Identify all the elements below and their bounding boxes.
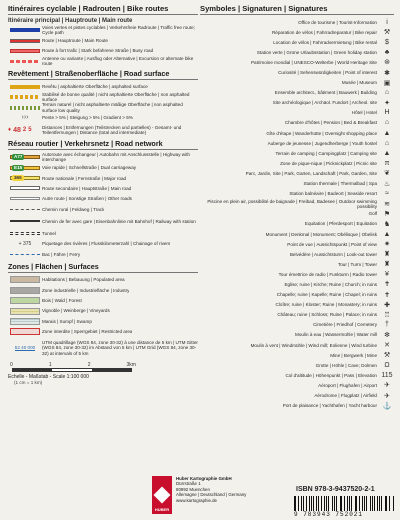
symbol-icon: ✝	[384, 281, 390, 289]
symbol-row	[200, 108, 394, 118]
symbol-icon: ▲	[383, 129, 391, 137]
symbol-icon: ¥	[385, 270, 389, 278]
legend-label: Voies vertes et pistes cyclables | Verkehrsfreie Radroute | Traffic free route; Cycle path	[42, 25, 195, 36]
scale-note: (1 cm = 1 km)	[14, 379, 43, 385]
symbol-icon: ✷	[384, 241, 390, 249]
legend-label: Stabilisé de bonne qualité | nicht asphaltierte Oberfläche | non asphalted surface	[42, 91, 190, 103]
legend-label: Zone industrielle | Industriefläche | Industry	[42, 287, 130, 293]
symbol-label: Site archéologique | Archäol. Fundort | Archeol. site	[272, 100, 377, 106]
symbol-row	[200, 128, 394, 138]
legend-label: Autre route | Sonstige Straßen | Other roads	[42, 196, 132, 202]
legend-label: Autoroute avec échangeur | Autobahn mit Anschlussstelle | Highway with interchange	[42, 152, 190, 163]
symbol-row	[200, 239, 394, 249]
symbol-icon: ♨	[383, 180, 391, 188]
symbol-label: Ensemble architect., bâtiment | Bauwerk | Building	[274, 90, 377, 96]
symbol-label: Port de plaisance | Yachthafen | Yacht harbour	[282, 403, 377, 409]
symbol-icon: ✝	[384, 291, 390, 299]
symbol-icon: ❦	[384, 170, 390, 178]
symbols-title: Symboles | Signaturen | Signatures	[200, 4, 328, 13]
legend-row	[8, 56, 198, 66]
symbol-label: Point de vue | Aussichtspunkt | Point of view	[287, 241, 377, 247]
symbol-label: Parc, Jardin, Site | Park, Garten, Landschaft | Park, Garden, Site	[245, 170, 377, 176]
right-column	[200, 4, 394, 516]
symbol-row	[200, 199, 394, 209]
national-road-badge: 365	[14, 175, 22, 181]
symbol-row	[200, 229, 394, 239]
zone-row	[8, 306, 198, 316]
main-route-title: Itinéraire principal | Hauptroute | Main route	[8, 18, 133, 24]
legend-label: Chemin rural | Feldweg | Track	[42, 206, 105, 212]
road-network-title: Réseau routier | Verkehrsnetz | Road network	[8, 139, 163, 149]
publisher-block	[176, 476, 286, 503]
symbol-icon: ♜	[383, 261, 391, 269]
symbol-label: Station verte | Grüne Urlaubsstation | Green holiday station	[256, 49, 377, 55]
symbol-label: Aéroport | Flughafen | Airport	[318, 382, 377, 388]
symbol-icon: ⚒	[383, 29, 391, 37]
symbol-row	[200, 47, 394, 57]
legend-row	[8, 35, 198, 45]
isbn: ISBN 978-3-9437520-2-1	[296, 486, 375, 493]
bike-routes-title: Itinéraires cyclable | Radrouten | Bike routes	[8, 4, 169, 13]
publisher-country: Allemagne | Deutschland | Germany	[176, 492, 247, 498]
symbol-icon: ⚓	[382, 402, 392, 410]
scale-tick-label: 1	[48, 361, 52, 368]
highway-badge: A77	[14, 154, 23, 160]
symbol-row	[200, 138, 394, 148]
symbol-row	[200, 88, 394, 98]
legend-row	[8, 214, 198, 228]
legend-row	[8, 123, 198, 137]
zone-swatch	[10, 287, 40, 294]
symbol-label: Col d'altitude | Höhenpunkt | Pass | Elevation	[285, 372, 377, 378]
expressway-badge: E15	[14, 164, 23, 170]
symbol-row	[200, 300, 394, 310]
symbol-label: Moulin à vent | Windmühle | Wind mill; Eolienne | Wind turbine	[250, 342, 377, 348]
symbol-row	[200, 27, 394, 37]
legend-label: Distances | Entfernungen (Teilstrecken und partielles) - Gesamt- und Teilentfernungen | Distance (total and intermediate)	[42, 124, 182, 136]
symbol-label: Belvédère | Aussichtsturm | Look-out tower	[289, 251, 377, 257]
symbol-label: Auberge de jeunesse | Jugendherberge | Youth hostel	[267, 140, 377, 146]
symbol-icon: ▲	[383, 230, 391, 238]
symbol-row	[200, 37, 394, 47]
symbol-row	[200, 179, 394, 189]
symbol-label: Gîte d'étape | Wanderhütte | Overnight shopping place	[266, 130, 377, 136]
symbol-icon: ⚑	[383, 210, 391, 218]
legend-row	[8, 249, 198, 259]
legend-label: Voie rapide | Schnellstraße | Dual carriageway	[42, 165, 137, 171]
scale-tick-label: 3km	[126, 361, 136, 368]
legend-label: Terrain naturel | nicht asphaltierte mäßige Oberfläche | non asphalted surface low quality	[42, 102, 183, 113]
symbol-row	[200, 259, 394, 269]
symbol-row	[200, 380, 394, 390]
symbol-row	[200, 189, 394, 199]
utm-row	[8, 337, 198, 359]
symbol-icon: ✈	[384, 382, 390, 390]
legend-label: Marais | Sumpf | Swamp	[42, 318, 92, 324]
symbol-icon: ✱	[384, 69, 390, 77]
symbol-label: Cimetière | Friedhof | Cemetery	[313, 322, 377, 328]
zone-row	[8, 327, 198, 337]
legend-row	[8, 25, 198, 35]
symbol-label: Office de tourisme | Tourist-Information	[298, 19, 377, 25]
symbol-icon: ⊛	[384, 59, 390, 67]
symbol-row	[200, 158, 394, 168]
symbol-label: Station balnéaire | Badeort | Seaside resort	[289, 191, 377, 197]
legend-label: Zone interdite | Sperrgebiet | Restricted area	[42, 329, 133, 335]
legend-label: Chemin de fer avec gare | Eisenbahnlinie mit Bahnhof | Railway with station	[42, 218, 196, 224]
legend-label: Route nationale | Fernstraße | Major road	[42, 175, 127, 181]
symbol-icon: Ω	[384, 361, 390, 369]
barcode-number: 9 783943 752021	[294, 511, 394, 518]
logo-mark-icon	[154, 487, 171, 504]
legend-row	[8, 163, 198, 173]
legend-row	[8, 204, 198, 214]
symbol-label: Hôtel | Hotel	[351, 110, 377, 116]
symbol-row	[200, 340, 394, 350]
legend-label: Antenne ou variante | Ausflug oder Alternative | Excursion or alternate bike route	[42, 56, 194, 67]
symbol-icon: ✻	[384, 331, 390, 339]
symbol-icon: $	[385, 38, 389, 46]
symbol-icon: †	[385, 321, 389, 329]
road-surface-title: Revêtement | Straßenoberfläche | Road surface	[8, 68, 170, 78]
symbol-row	[200, 249, 394, 259]
symbol-icon: π	[384, 159, 390, 167]
symbol-icon: ⌂	[384, 139, 390, 147]
symbol-icon: ✈	[384, 392, 390, 400]
publisher-name: Huber Kartographie GmbH	[176, 476, 232, 481]
scale-tick-label: 2	[87, 361, 91, 368]
legend-label: Route à fort trafic | Stark befahrene Straße | Busy road	[42, 48, 154, 54]
symbol-label: Golf	[368, 211, 377, 217]
symbol-label: Piscine en plein air, possibilité de baignade | Freibad, Badesee | Outdoor swimming possibility	[207, 198, 377, 209]
symbol-label: Equitation | Pferdesport | Equitation	[304, 221, 377, 227]
symbol-label: Musée | Museum	[341, 80, 377, 86]
symbol-icon: ✚	[384, 301, 390, 309]
symbol-label: Zone de pique-nique | Picknickplatz | Picnic site	[280, 160, 377, 166]
symbol-row	[200, 401, 394, 411]
symbol-label: Eglise; ruine | Kirche; Ruine | Church; in ruins	[284, 281, 377, 287]
zone-row	[8, 295, 198, 305]
legend-label: Revêtu | asphaltierte Oberfläche | asphalted surface	[42, 84, 148, 90]
zone-swatch	[10, 308, 40, 315]
symbol-row	[200, 118, 394, 128]
symbol-icon: ♞	[383, 220, 391, 228]
symbol-row	[200, 269, 394, 279]
legend-label: Piquetage des rivières | Flusskilometerzahl | Chainage of rivers	[42, 241, 171, 247]
scale-tick-label: 0	[10, 361, 13, 368]
symbol-icon: ⌂	[384, 119, 390, 127]
scale-text: Echelle - Maßstab - Scale 1:100 000	[8, 373, 89, 380]
legend-row	[8, 152, 198, 162]
symbol-label: Réparation de vélos | Fahrradreparatur | Bike repair	[271, 29, 377, 35]
symbol-label: Grotte | Höhle | Cave; Dolmen	[315, 362, 377, 368]
legend-row	[8, 102, 198, 112]
symbol-row	[200, 370, 394, 380]
legend-label: Habitations | Bebauung | Populated area	[42, 277, 125, 283]
scale-block	[8, 362, 198, 385]
legend-label: Route | Hauptroute | Main Route	[42, 37, 108, 43]
utm-label: UTM quadrillage (WGS 84, zone 30-32) à une distance de 5 km | UTM Gitter (WGS 84, zone 30-32) im Abstand von 5 km | UTM Grid (WGS 84, zone 30-32) at intervals of 5 km	[42, 340, 198, 356]
zone-swatch	[10, 297, 40, 304]
publisher-street: Dürrstraße 1	[176, 481, 201, 487]
symbol-row	[200, 148, 394, 158]
legend-row	[8, 228, 198, 238]
symbol-label: Location de vélos | Fahrradvermietung | Bike rental	[273, 39, 377, 45]
zones-title: Zones | Flächen | Surfaces	[8, 261, 99, 271]
symbol-icon: 115	[381, 371, 393, 379]
left-column	[8, 4, 198, 516]
publisher-web[interactable]: www.kartographie.de	[176, 497, 218, 503]
symbol-row	[200, 330, 394, 340]
symbol-row	[200, 320, 394, 330]
symbol-row	[200, 57, 394, 67]
distance-intermediate: 2	[22, 127, 27, 134]
legend-row	[8, 46, 198, 56]
logo-text: HUBER	[154, 507, 170, 512]
symbol-row	[200, 290, 394, 300]
symbol-row	[200, 350, 394, 360]
symbol-icon: ♖	[383, 311, 391, 319]
legend-row	[8, 113, 198, 123]
symbol-label: Moulin à eau | Wassermühle | Water mill	[295, 332, 377, 338]
symbol-row	[200, 360, 394, 370]
symbol-label: Terrain de camping | Campingplatz | Camping site	[275, 150, 377, 156]
legend-label: Bois | Wald | Forest	[42, 298, 82, 304]
zone-swatch	[10, 276, 40, 283]
symbol-label: Chapelle; ruine | Kapelle; Ruine | Chapel; in ruins	[276, 292, 377, 298]
symbol-label: Mine | Bergwerk | Mine	[330, 352, 377, 358]
legend-label: Bac | Fähre | Ferry	[42, 251, 81, 257]
symbol-label: Monument | Denkmal | Monument; Obélisque | Obelisk	[265, 231, 377, 237]
river-chainage-icon: + 375	[18, 241, 32, 248]
huber-logo	[152, 476, 172, 514]
legend-row	[8, 173, 198, 183]
symbol-list	[200, 17, 394, 411]
zone-row	[8, 316, 198, 326]
legend-label: Route secondaire | Hauptstraße | Main road	[42, 185, 132, 191]
zone-swatch	[10, 318, 40, 325]
legend-row	[8, 194, 198, 204]
zone-row	[8, 275, 198, 285]
symbol-icon: ✕	[384, 342, 390, 350]
utm-code: 52 40 000	[14, 344, 36, 350]
symbol-icon: ♣	[384, 48, 390, 56]
distance-total: 48	[13, 126, 21, 134]
symbol-label: Chambre d'hôtes | Pension | Bed & Breakfast	[284, 120, 377, 126]
symbol-row	[200, 17, 394, 27]
symbol-icon: ▣	[383, 79, 391, 87]
symbol-row	[200, 67, 394, 77]
symbol-icon: ≋	[384, 200, 390, 208]
scale-bar	[12, 368, 132, 372]
legend-label: Tunnel	[42, 231, 56, 237]
legend-label: Vignoble | Weinberge | Vineyards	[42, 308, 110, 314]
publisher-city: 80992 Muenchen	[176, 486, 210, 492]
symbol-row	[200, 168, 394, 178]
symbol-row	[200, 98, 394, 108]
legend-label: Pente > 5% | Steigung > 5% | Gradient > 5%	[42, 115, 133, 121]
symbol-icon: ▲	[383, 149, 391, 157]
symbol-label: Cloître; ruine | Kloster; Ruine | Monastery; in ruins	[275, 302, 377, 308]
symbol-label: Tour | Turm | Tower	[337, 261, 377, 267]
legend-row	[8, 183, 198, 193]
symbol-icon: H	[384, 109, 390, 117]
symbol-row	[200, 78, 394, 88]
symbol-icon: ⌂	[384, 89, 390, 97]
symbol-icon: ✦	[384, 99, 390, 107]
symbol-label: Patrimoine mondial | UNESCO-Welterbe | World Heritage Site	[250, 59, 377, 65]
zone-swatch	[10, 328, 40, 335]
symbol-row	[200, 219, 394, 229]
symbol-row	[200, 390, 394, 400]
symbol-icon: i	[386, 18, 388, 26]
legend-row	[8, 82, 198, 92]
symbol-row	[200, 279, 394, 289]
symbol-label: Tour émettrice de radio | Funkturm | Radio tower	[278, 271, 377, 277]
symbol-row	[200, 209, 394, 219]
symbol-label: Station thermale | Thermalbad | Spa	[303, 181, 377, 187]
symbol-icon: ♜	[383, 251, 391, 259]
symbol-icon: ≈	[385, 190, 389, 198]
symbol-row	[200, 310, 394, 320]
symbol-label: Curiosité | Sehenswürdigkeiten | Point of interest	[278, 70, 377, 76]
legend-row	[8, 239, 198, 249]
zone-row	[8, 285, 198, 295]
distance-marker-icon: ♦	[8, 127, 12, 134]
symbol-icon: ⚒	[383, 352, 391, 360]
distance-intermediate: 5	[28, 127, 32, 134]
legend-row	[8, 92, 198, 102]
gradient-arrow-icon: ›››	[21, 114, 29, 122]
symbol-label: Aérodrome | Flugplatz | Airfield	[314, 393, 377, 399]
symbol-label: Château; ruine | Schloss; Ruine | Palace; in ruins	[277, 312, 377, 318]
